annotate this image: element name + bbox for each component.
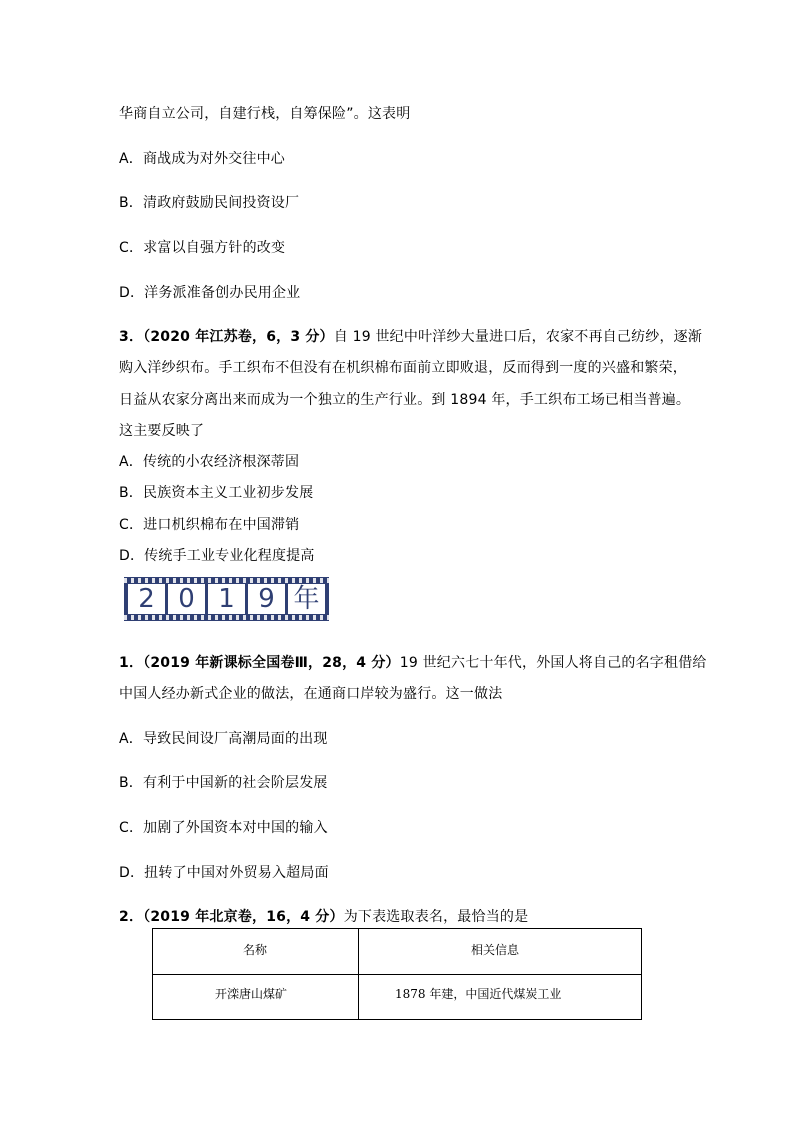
question-stem: 为下表选取表名，最恰当的是 xyxy=(343,909,529,925)
table-column-divider xyxy=(358,929,359,1019)
option-d: D．洋务派准备创办民用企业 xyxy=(119,285,301,301)
option-b: B．民族资本主义工业初步发展 xyxy=(119,485,314,501)
table-cell-info: 1878 年建，中国近代煤炭工业 xyxy=(395,987,562,1001)
question-source: （2019 年新课标全国卷Ⅲ，28，4 分） xyxy=(143,655,400,671)
option-d: D．扭转了中国对外贸易入超局面 xyxy=(119,865,329,881)
question-source: （2019 年北京卷，16，4 分） xyxy=(143,909,344,925)
film-perforation xyxy=(124,615,329,620)
question-3-line-4: 这主要反映了 xyxy=(119,423,205,439)
question-1-line-2: 中国人经办新式企业的做法，在通商口岸较为盛行。这一做法 xyxy=(119,686,503,702)
question-number: 1． xyxy=(119,655,144,671)
year-banner xyxy=(124,577,329,621)
table-header-row xyxy=(153,929,641,975)
table-row xyxy=(153,975,641,1019)
question-3-line-3: 日益从农家分离出来而成为一个独立的生产行业。到 1894 年，手工织布工场已相当普遍。 xyxy=(119,392,691,408)
option-a: A．导致民间设厂高潮局面的出现 xyxy=(119,731,328,747)
table-cell-name: 开滦唐山煤矿 xyxy=(215,987,288,1001)
table-header-name: 名称 xyxy=(243,943,268,957)
table-header-info: 相关信息 xyxy=(471,943,520,957)
year-digit: 0 xyxy=(168,584,205,614)
year-digits xyxy=(128,584,325,614)
option-a: A．商战成为对外交往中心 xyxy=(119,151,285,167)
question-number: 3． xyxy=(119,329,144,345)
question-source: （2020 年江苏卷，6，3 分） xyxy=(143,329,334,345)
option-c: C．加剧了外国资本对中国的输入 xyxy=(119,820,328,836)
question-stem: 19 世纪六七十年代，外国人将自己的名字租借给 xyxy=(399,655,707,671)
question-2-line-1 xyxy=(119,906,528,926)
year-digit: 2 xyxy=(128,584,165,614)
year-digit: 9 xyxy=(248,584,285,614)
question-stem: 自 19 世纪中叶洋纱大量进口后，农家不再自己纺纱，逐渐 xyxy=(333,329,703,345)
info-table xyxy=(152,928,642,1020)
option-b: B．清政府鼓励民间投资设厂 xyxy=(119,195,300,211)
option-c: C．求富以自强方针的改变 xyxy=(119,240,286,256)
option-b: B．有利于中国新的社会阶层发展 xyxy=(119,775,328,791)
question-1-line-1 xyxy=(119,652,707,672)
question-3-line-1 xyxy=(119,326,702,346)
year-digit: 1 xyxy=(208,584,245,614)
option-d: D．传统手工业专业化程度提高 xyxy=(119,548,315,564)
year-character: 年 xyxy=(288,584,325,614)
question-3-line-2: 购入洋纱织布。手工织布不但没有在机织棉布面前立即败退，反而得到一度的兴盛和繁荣， xyxy=(119,360,687,376)
option-c: C．进口机织棉布在中国滞销 xyxy=(119,517,300,533)
text-line: 华商自立公司，自建行栈，自筹保险”。这表明 xyxy=(119,106,411,122)
question-number: 2． xyxy=(119,909,144,925)
film-perforation xyxy=(124,578,329,583)
option-a: A．传统的小农经济根深蒂固 xyxy=(119,454,300,470)
